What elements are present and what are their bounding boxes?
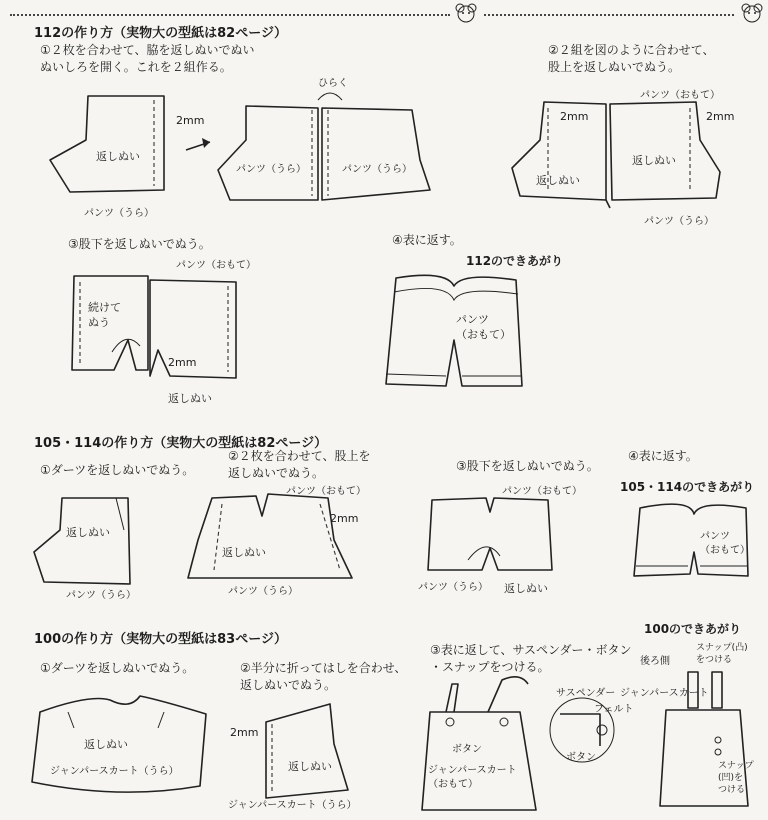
label-2mm: 2mm — [330, 512, 359, 525]
step-100-3: ③表に返して、サスペンダー・ボタン ・スナップをつける。 — [430, 643, 632, 674]
done-105: 105・114のできあがり — [620, 480, 755, 494]
step-105-4: ④表に返す。 — [628, 449, 698, 463]
opened-pants-illustration — [218, 93, 430, 200]
label-pants-ura: パンツ（うら） — [84, 208, 154, 219]
step-112-1: ①２枚を合わせて、脇を返しぬいでぬい ぬいしろを開く。これを２組作る。 — [40, 43, 255, 74]
label-skirt-omote: ジャンパースカート （おもて） — [428, 765, 517, 790]
joined-pants-105 — [188, 494, 352, 578]
label-hiraku: ひらく — [318, 78, 348, 89]
step-100-1: ①ダーツを返しぬいでぬう。 — [40, 661, 195, 675]
section-title-112: 112の作り方（実物大の型紙は82ページ） — [34, 26, 287, 41]
label-pants-ura: パンツ（うら） — [66, 590, 136, 601]
label-felt: フェルト — [594, 704, 634, 715]
step-105-3: ③股下を返しぬいでぬう。 — [456, 459, 599, 473]
label-pants-omote: パンツ（おもて） — [640, 90, 720, 101]
done-100: 100のできあがり — [644, 622, 742, 636]
done-112: 112のできあがり — [466, 254, 564, 268]
step-112-2: ②２組を図のように合わせて、 股上を返しぬいでぬう。 — [548, 43, 715, 74]
pants-piece-illustration — [50, 96, 210, 192]
label-tsuzukete: 続けて ぬう — [88, 301, 121, 329]
joined-pants-illustration — [512, 102, 720, 208]
label-snap-concave: スナップ (凹)を つける — [718, 761, 754, 795]
label-pants-ura: パンツ（うら） — [418, 582, 488, 593]
label-skirt-ura: ジャンパースカート（うら） — [228, 800, 357, 811]
label-2mm: 2mm — [560, 110, 589, 123]
label-pants-omote: パンツ（おもて） — [176, 260, 256, 271]
step-112-4: ④表に返す。 — [392, 233, 462, 247]
step-105-1: ①ダーツを返しぬいでぬう。 — [40, 463, 195, 477]
label-pants-omote: パンツ（おもて） — [286, 486, 366, 497]
label-pants-omote-center: パンツ （おもて） — [456, 313, 511, 341]
label-2mm: 2mm — [230, 726, 259, 739]
label-skirt: ジャンパースカート — [620, 688, 709, 699]
label-kaeshi: 返しぬい — [222, 546, 266, 559]
label-kaeshi: 返しぬい — [536, 174, 580, 187]
label-kaeshi: 返しぬい — [66, 526, 110, 539]
label-kaeshi: 返しぬい — [84, 738, 128, 751]
folded-skirt-100 — [266, 704, 348, 798]
label-button: ボタン — [452, 744, 482, 755]
inseam-pants-105 — [428, 498, 552, 570]
label-suspender: サスペンダー — [556, 688, 616, 699]
label-pants-omote-center: パンツ （おもて） — [700, 531, 750, 556]
section-title-100: 100の作り方（実物大の型紙は83ページ） — [34, 632, 287, 647]
label-kaeshi: 返しぬい — [96, 150, 140, 163]
label-2mm: 2mm — [706, 110, 735, 123]
label-button: ボタン — [566, 752, 596, 763]
step-105-2: ②２枚を合わせて、股上を 返しぬいでぬう。 — [228, 449, 371, 480]
label-pants-ura: パンツ（うら） — [342, 164, 412, 175]
label-pants-ura: パンツ（うら） — [644, 216, 714, 227]
step-112-3: ③股下を返しぬいでぬう。 — [68, 237, 211, 251]
label-snap-convex: スナップ(凸) をつける — [696, 643, 748, 665]
label-pants-omote: パンツ（おもて） — [502, 486, 582, 497]
label-2mm: 2mm — [168, 356, 197, 369]
label-kaeshi: 返しぬい — [168, 392, 212, 405]
step-100-2: ②半分に折ってはしを合わせ、 返しぬいでぬう。 — [240, 661, 407, 692]
label-kaeshi: 返しぬい — [288, 760, 332, 773]
label-back: 後ろ側 — [640, 656, 670, 667]
label-skirt-ura: ジャンパースカート（うら） — [50, 766, 179, 777]
label-pants-ura: パンツ（うら） — [228, 586, 298, 597]
label-kaeshi: 返しぬい — [504, 582, 548, 595]
label-kaeshi: 返しぬい — [632, 154, 676, 167]
section-title-105: 105・114の作り方（実物大の型紙は82ページ） — [34, 436, 328, 451]
dart-pants-105 — [34, 498, 130, 584]
label-2mm: 2mm — [176, 114, 205, 127]
label-pants-ura: パンツ（うら） — [236, 164, 306, 175]
